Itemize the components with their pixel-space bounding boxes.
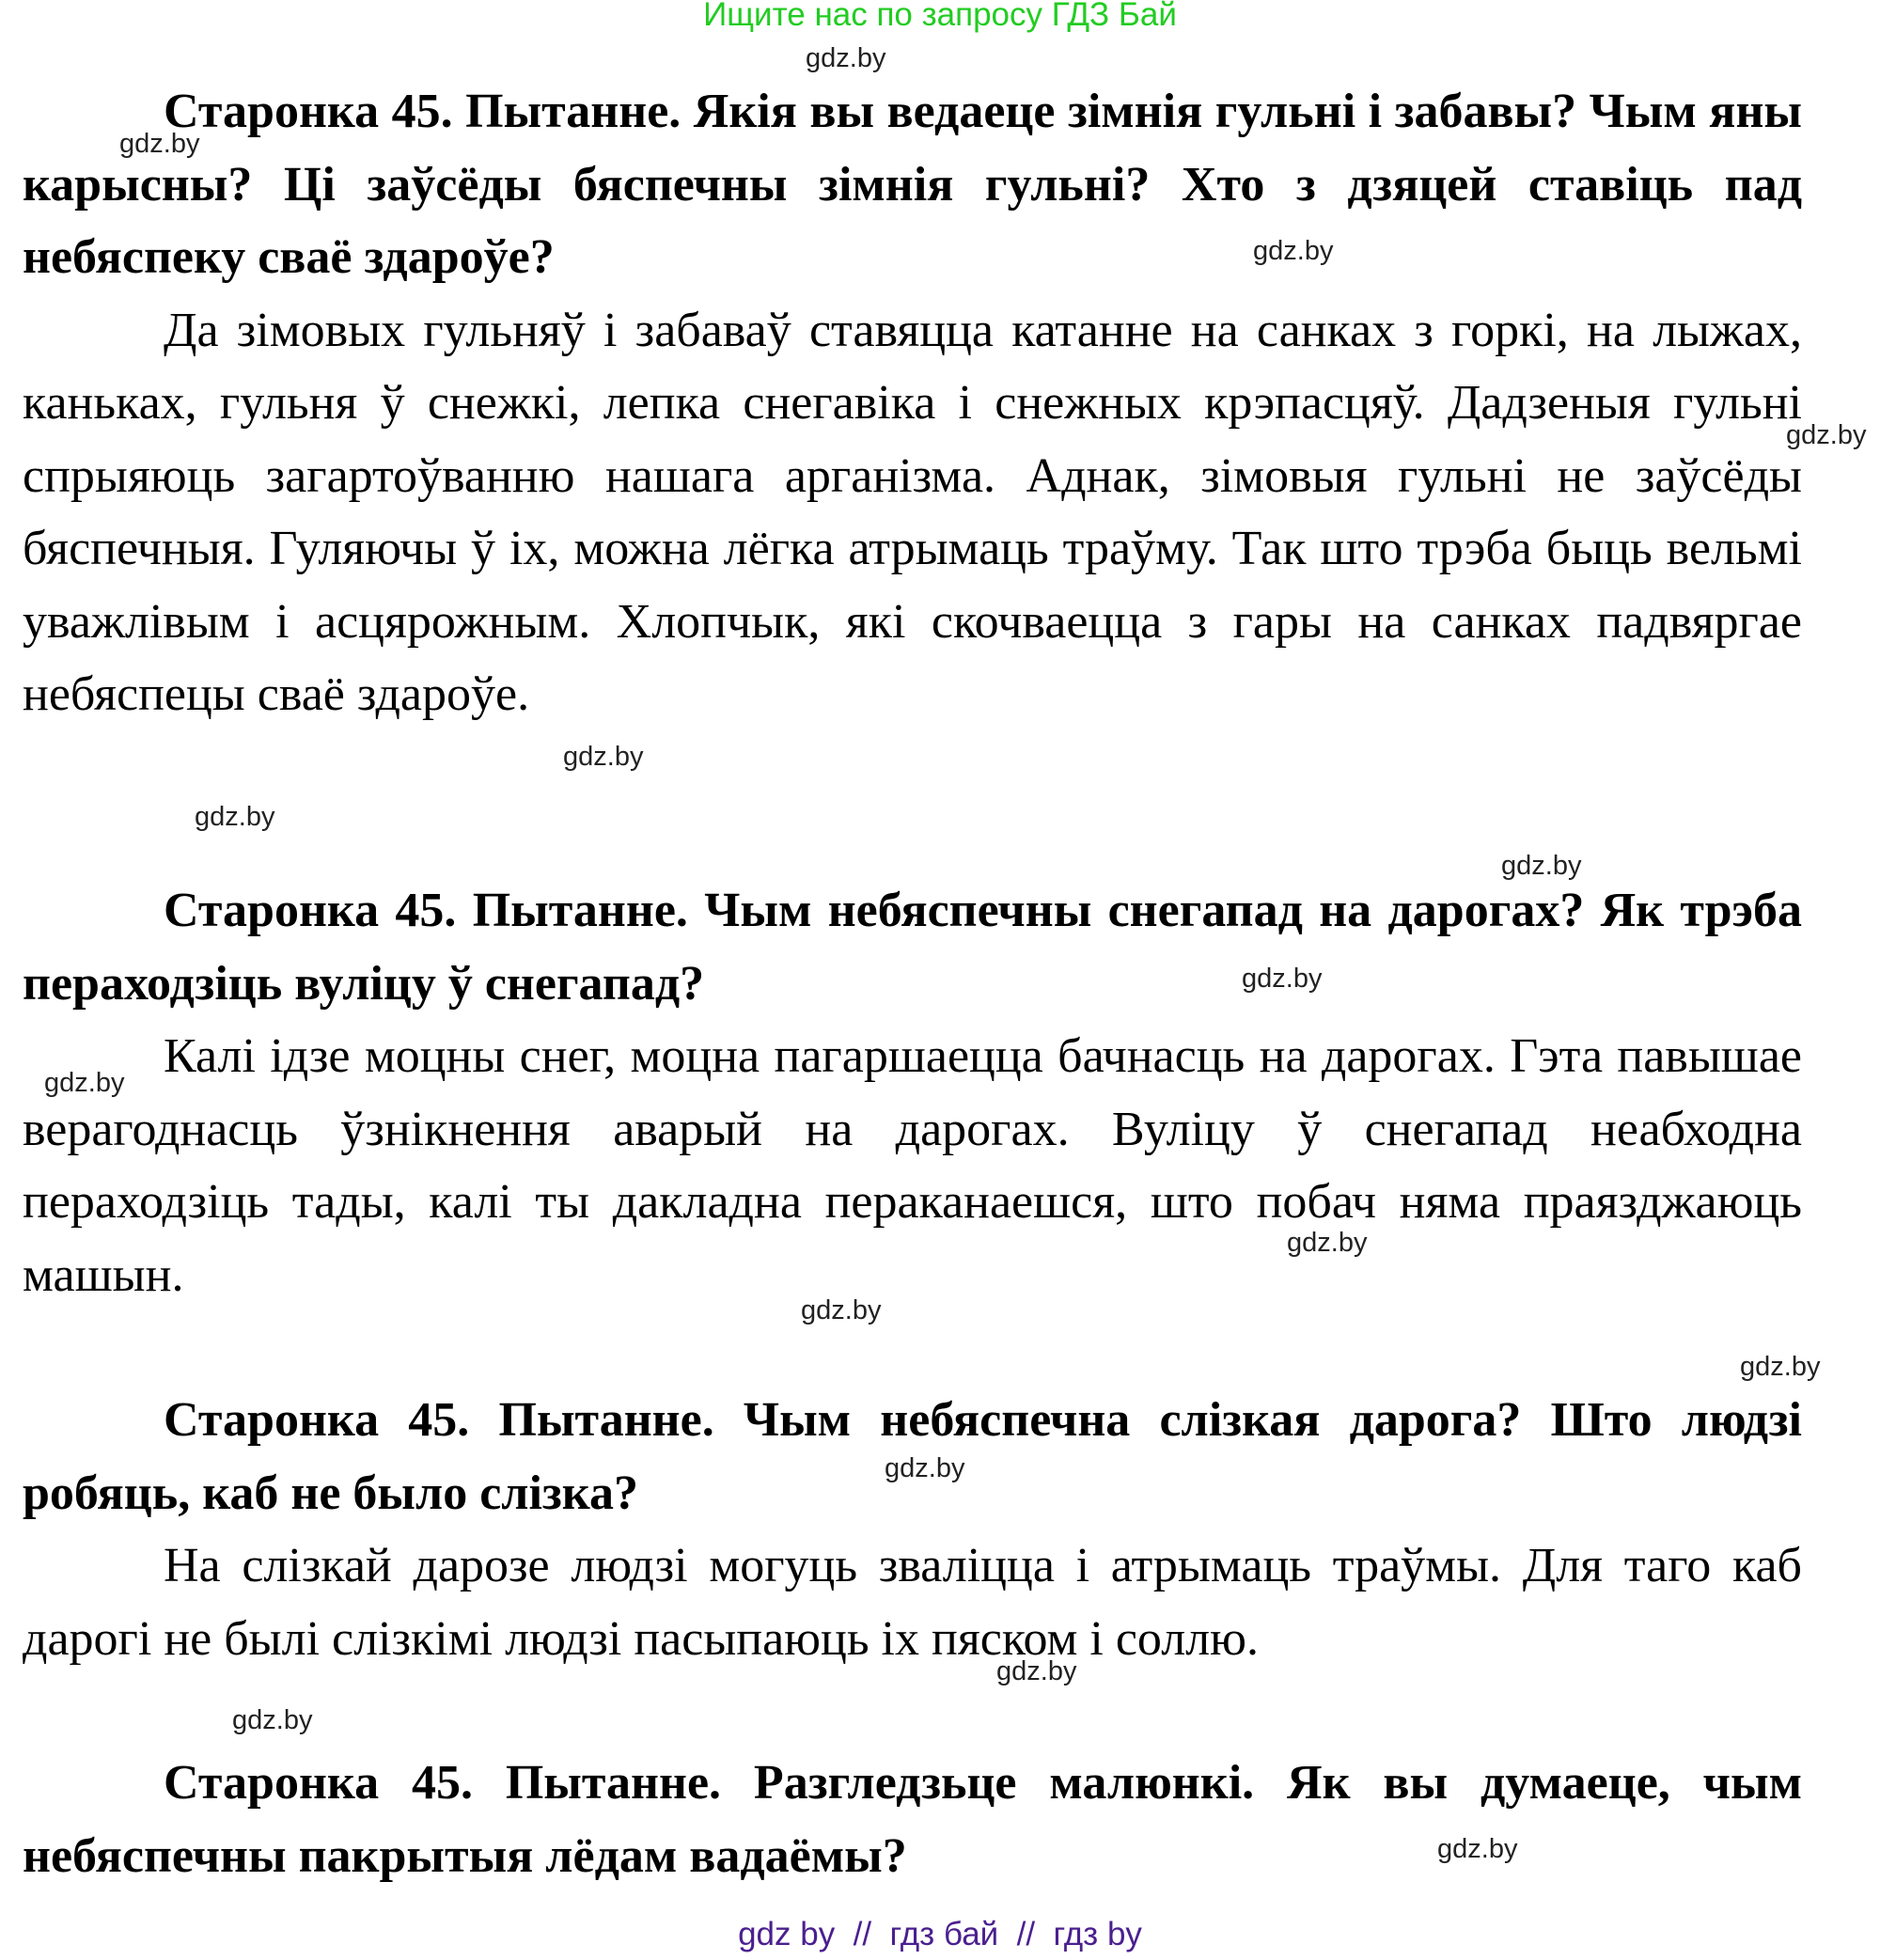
watermark: gdz.by xyxy=(806,43,886,73)
watermark: gdz.by xyxy=(195,802,275,832)
question-heading: Старонка 45. Пытанне. Чым небяспечна слізкая дарога? Што людзі робяць, каб не было слізка? xyxy=(23,1393,1802,1520)
qa-section-3 xyxy=(23,1384,1802,1675)
question-heading: Старонка 45. Пытанне. Разгледзьце малюнкі. Як вы думаеце, чым небяспечны пакрытыя лёдам вадаёмы? xyxy=(23,1756,1802,1883)
answer-text: Калі ідзе моцны снег, моцна пагаршаецца бачнасць на дарогах. Гэта павышае верагоднасць ўзнікнення аварый на дарогах. Вуліцу ў снегапад неабходна пераходзіць тады, калі ты дакладна пераканаешся, што побач няма праязджаюць машын. xyxy=(23,1029,1802,1302)
watermark: gdz.by xyxy=(885,1453,965,1483)
watermark: gdz.by xyxy=(232,1705,313,1735)
watermark: gdz.by xyxy=(563,742,644,772)
search-banner: Ищите нас по запросу ГДЗ Бай xyxy=(703,0,1177,33)
watermark: gdz.by xyxy=(1786,420,1867,450)
qa-section-4 xyxy=(23,1747,1802,1892)
watermark: gdz.by xyxy=(801,1295,882,1325)
question-heading: Старонка 45. Пытанне. Чым небяспечны снегапад на дарогах? Як трэба пераходзіць вуліцу ў снегапад? xyxy=(23,884,1802,1011)
watermark: gdz.by xyxy=(1253,236,1334,266)
footer-links[interactable]: gdz by // гдз бай // гдз by xyxy=(738,1916,1142,1952)
watermark: gdz.by xyxy=(1740,1352,1821,1382)
answer-text: Да зімовых гульняў і забаваў ставяцца катанне на санках з горкі, на лыжах, каньках, гульня ў снежкі, лепка снегавіка і снежных крэпасцяў. Дадзеныя гульні спрыяюць загартоўванню нашага арганізма. Аднак, зімовыя гульні не заўсёды бяспечныя. Гуляючы ў іх, можна лёгка атрымаць траўму. Так што трэба быць вельмі уважлівым і асцярожным. Хлопчык, які скочваецца з гары на санках падвяргае небяспецы сваё здароўе. xyxy=(23,303,1802,721)
watermark: gdz.by xyxy=(1437,1834,1518,1864)
watermark: gdz.by xyxy=(1501,851,1582,881)
watermark: gdz.by xyxy=(1242,964,1323,994)
answer-text: На слізкай дарозе людзі могуць зваліцца і атрымаць траўмы. Для таго каб дарогі не былі слізкімі людзі пасыпаюць іх пяском і соллю. xyxy=(23,1539,1802,1666)
qa-section-1 xyxy=(23,75,1802,731)
watermark: gdz.by xyxy=(119,129,200,159)
watermark: gdz.by xyxy=(996,1656,1077,1686)
question-heading: Старонка 45. Пытанне. Якія вы ведаеце зімнія гульні і забавы? Чым яны карысны? Ці заўсёды бяспечны зімнія гульні? Хто з дзяцей ставіць пад небяспеку сваё здароўе? xyxy=(23,85,1802,284)
qa-section-2 xyxy=(23,874,1802,1311)
watermark: gdz.by xyxy=(1287,1228,1368,1258)
watermark: gdz.by xyxy=(44,1068,125,1098)
